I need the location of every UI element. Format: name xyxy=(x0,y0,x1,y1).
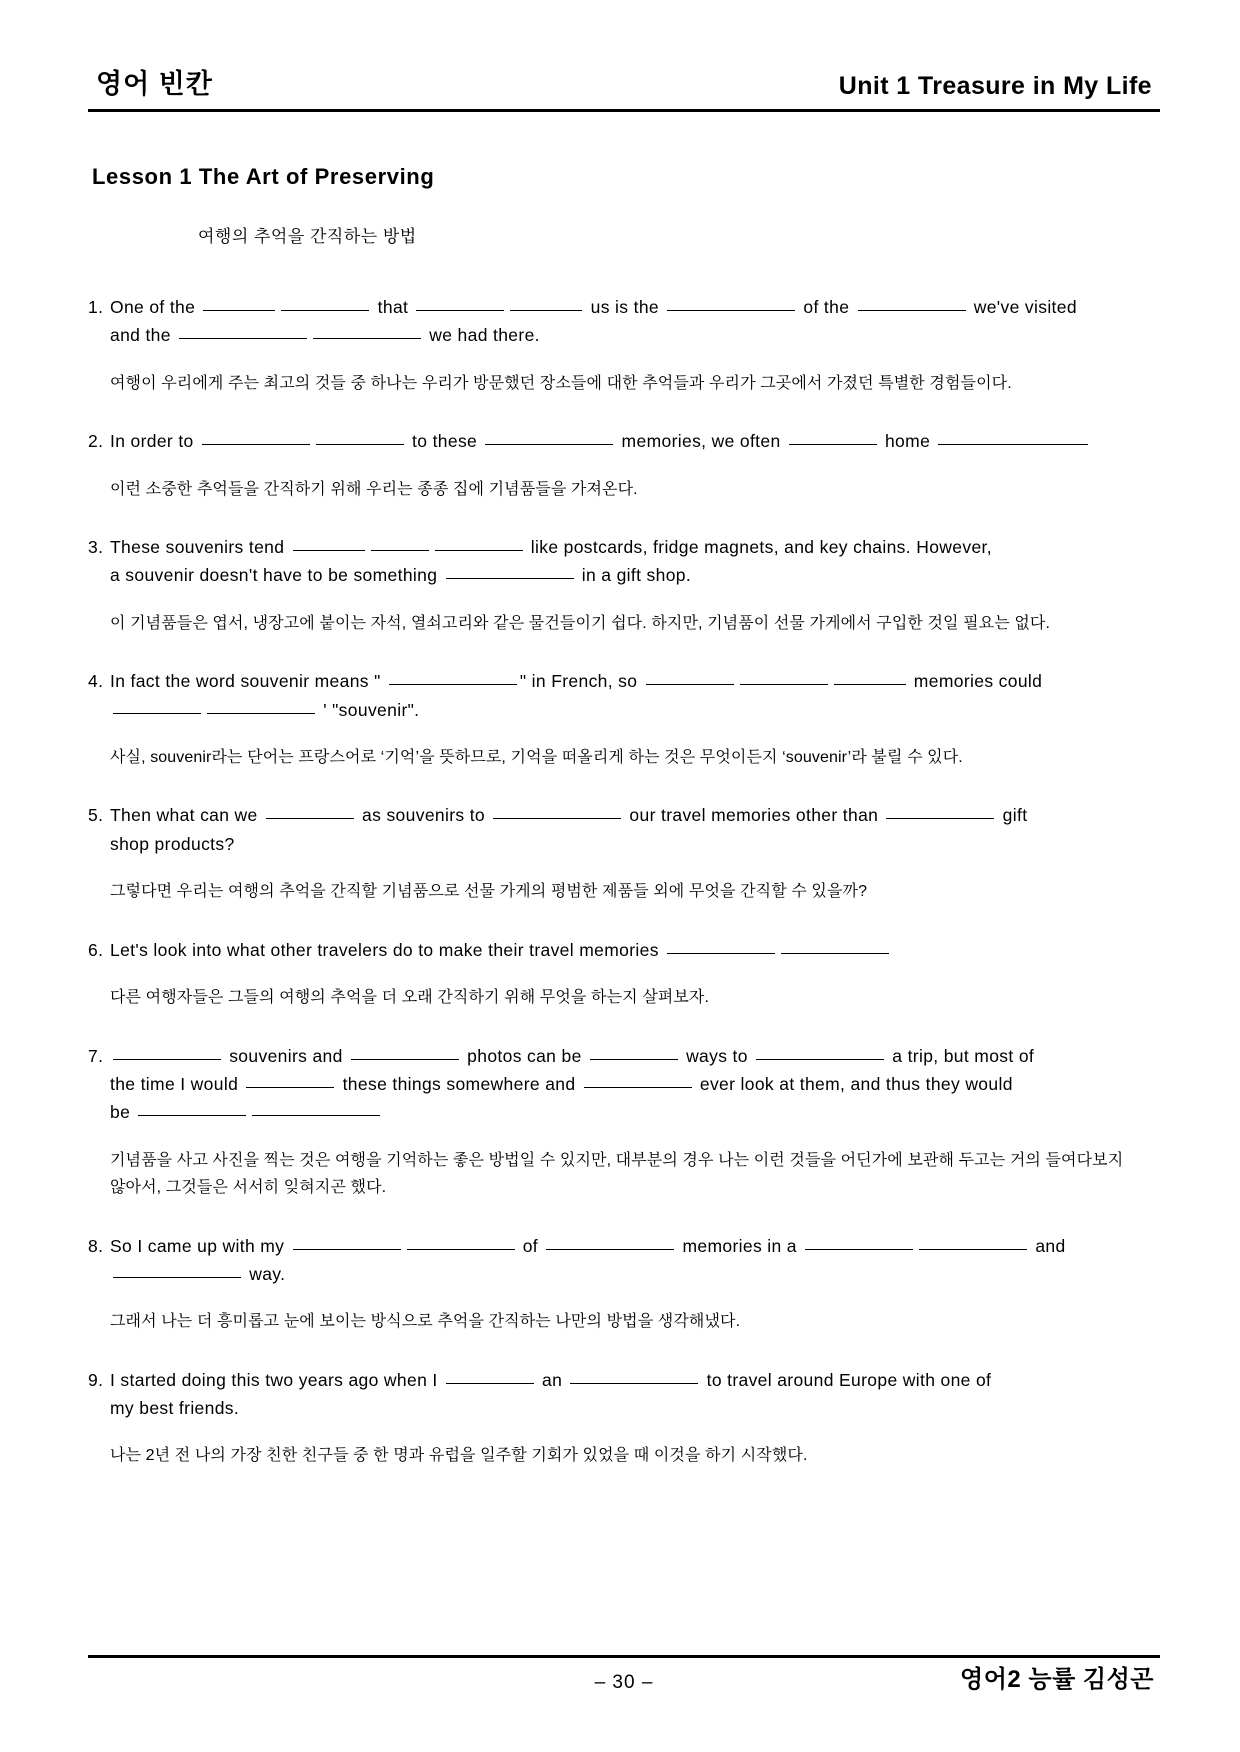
text-fragment: and xyxy=(1030,1235,1066,1256)
question-line xyxy=(88,667,1160,695)
text-fragment: us is the xyxy=(585,297,665,317)
korean-translation: 다른 여행자들은 그들의 여행의 추억을 더 오래 간직하기 위해 무엇을 하는지 살펴보자. xyxy=(110,989,710,1007)
question-line-continued xyxy=(110,321,1160,349)
answer-blank[interactable] xyxy=(493,818,621,819)
text-fragment: ways to xyxy=(680,1045,754,1066)
answer-blank[interactable] xyxy=(667,310,795,311)
question-line xyxy=(88,1232,1160,1260)
answer-blank[interactable] xyxy=(781,953,889,954)
question-line-continued xyxy=(110,1260,1160,1288)
answer-blank[interactable] xyxy=(446,578,574,579)
korean-translation: 이 기념품들은 엽서, 냉장고에 붙이는 자석, 열쇠고리와 같은 물건들이기 쉽다. 하지만, 기념품이 선물 가게에서 구입한 것일 필요는 없다. xyxy=(110,614,1051,632)
answer-blank[interactable] xyxy=(646,684,734,685)
answer-blank[interactable] xyxy=(293,550,365,551)
text-fragment: ' "souvenir". xyxy=(318,699,420,720)
answer-blank[interactable] xyxy=(546,1249,674,1250)
question-item-5 xyxy=(88,801,1160,905)
question-number: 2. xyxy=(88,431,104,452)
question-text xyxy=(110,1232,1160,1260)
text-fragment: way. xyxy=(244,1263,286,1284)
answer-blank[interactable] xyxy=(203,310,275,311)
answer-blank[interactable] xyxy=(834,684,906,685)
question-line xyxy=(88,1366,1160,1394)
question-line-continued xyxy=(110,1070,1160,1098)
text-fragment: our travel memories other than xyxy=(624,805,884,826)
answer-blank[interactable] xyxy=(756,1059,884,1060)
text-fragment: and the xyxy=(110,325,177,346)
answer-blank[interactable] xyxy=(371,550,429,551)
answer-blank[interactable] xyxy=(938,444,1088,445)
text-fragment: photos can be xyxy=(461,1045,587,1066)
answer-blank[interactable] xyxy=(584,1087,692,1088)
answer-blank[interactable] xyxy=(858,310,966,311)
answer-blank[interactable] xyxy=(138,1115,246,1116)
text-fragment: souvenirs and xyxy=(224,1045,348,1066)
text-fragment: the time I would xyxy=(110,1073,244,1094)
answer-blank[interactable] xyxy=(446,1383,534,1384)
answer-blank[interactable] xyxy=(252,1115,380,1116)
question-item-3 xyxy=(88,533,1160,637)
text-fragment: of the xyxy=(798,297,855,317)
text-fragment: These souvenirs tend xyxy=(110,537,290,558)
question-number: 4. xyxy=(88,671,104,692)
text-fragment: One of the xyxy=(110,297,201,317)
answer-blank[interactable] xyxy=(313,338,421,339)
question-text xyxy=(110,667,1160,695)
question-line-continued xyxy=(110,1098,1160,1126)
answer-blank[interactable] xyxy=(351,1059,459,1060)
text-fragment: in a gift shop. xyxy=(576,565,692,586)
question-text xyxy=(110,1042,1160,1070)
answer-blank[interactable] xyxy=(407,1249,515,1250)
answer-blank[interactable] xyxy=(590,1059,678,1060)
lesson-subtitle: 여행의 추억을 간직하는 방법 xyxy=(198,227,417,246)
question-text xyxy=(110,427,1160,455)
answer-blank[interactable] xyxy=(316,444,404,445)
text-fragment: like postcards, fridge magnets, and key chains. However, xyxy=(525,537,992,558)
question-line xyxy=(88,293,1160,321)
text-fragment: gift xyxy=(997,805,1028,826)
korean-translation: 그렇다면 우리는 여행의 추억을 간직할 기념품으로 선물 가게의 평범한 제품들 외에 무엇을 간직할 수 있을까? xyxy=(110,883,868,901)
text-fragment: to these xyxy=(406,431,483,452)
header-left-title: 영어 빈칸 xyxy=(96,69,213,99)
question-text xyxy=(110,801,1160,829)
question-line xyxy=(88,1042,1160,1070)
question-line xyxy=(88,936,1160,964)
footer-book-label: 영어2 능률 김성곤 xyxy=(960,1666,1154,1693)
text-fragment: be xyxy=(110,1102,136,1123)
answer-blank[interactable] xyxy=(207,713,315,714)
question-number: 1. xyxy=(88,297,104,317)
question-text xyxy=(110,1366,1160,1394)
page-header xyxy=(88,62,1160,112)
answer-blank[interactable] xyxy=(435,550,523,551)
question-text xyxy=(110,936,1160,964)
korean-translation: 여행이 우리에게 주는 최고의 것들 중 하나는 우리가 방문했던 장소들에 대한 추억들과 우리가 그곳에서 가졌던 특별한 경험들이다. xyxy=(110,374,1012,392)
text-fragment: we had there. xyxy=(424,325,540,346)
answer-blank[interactable] xyxy=(266,818,354,819)
lesson-title: Lesson 1 The Art of Preserving xyxy=(92,164,435,189)
text-fragment: of xyxy=(517,1235,544,1256)
text-fragment: a souvenir doesn't have to be something xyxy=(110,565,443,586)
question-number: 3. xyxy=(88,537,104,558)
text-fragment: So I came up with my xyxy=(110,1235,290,1256)
question-item-9 xyxy=(88,1366,1160,1470)
question-text xyxy=(110,533,1160,561)
text-fragment: " in French, so xyxy=(519,671,643,692)
text-fragment: we've visited xyxy=(968,297,1077,317)
answer-blank[interactable] xyxy=(293,1249,401,1250)
answer-blank[interactable] xyxy=(805,1249,913,1250)
page-number: – 30 – xyxy=(594,1672,654,1693)
text-fragment: memories, we often xyxy=(616,431,786,452)
text-fragment: as souvenirs to xyxy=(356,805,491,826)
question-number: 8. xyxy=(88,1235,104,1256)
text-fragment: these things somewhere and xyxy=(337,1073,581,1094)
text-fragment: I started doing this two years ago when I xyxy=(110,1369,443,1390)
question-item-4 xyxy=(88,667,1160,771)
question-line-continued: my best friends. xyxy=(110,1398,240,1419)
question-line-continued xyxy=(110,696,1160,724)
korean-translation: 사실, souvenir라는 단어는 프랑스어로 ‘기억’을 뜻하므로, 기억을 떠올리게 하는 것은 무엇이든지 ‘souvenir’라 불릴 수 있다. xyxy=(110,748,963,766)
answer-blank[interactable] xyxy=(667,953,775,954)
question-number: 5. xyxy=(88,805,104,826)
answer-blank[interactable] xyxy=(789,444,877,445)
korean-translation: 기념품을 사고 사진을 찍는 것은 여행을 기억하는 좋은 방법일 수 있지만, 대부분의 경우 나는 이런 것들을 어딘가에 보관해 두고는 거의 들여다보지 않아서, 그것들은 서서히 잊혀지곤 했다. xyxy=(110,1151,1124,1197)
page-footer xyxy=(88,1655,1160,1694)
question-number: 6. xyxy=(88,939,104,960)
answer-blank[interactable] xyxy=(113,1277,241,1278)
korean-translation: 이런 소중한 추억들을 간직하기 위해 우리는 종종 집에 기념품들을 가져온다. xyxy=(110,480,638,498)
question-line-continued: shop products? xyxy=(110,833,235,854)
answer-blank[interactable] xyxy=(919,1249,1027,1250)
question-item-1 xyxy=(88,293,1160,397)
answer-blank[interactable] xyxy=(416,310,504,311)
text-fragment: home xyxy=(879,431,936,452)
text-fragment: that xyxy=(372,297,414,317)
korean-translation: 그래서 나는 더 흥미롭고 눈에 보이는 방식으로 추억을 간직하는 나만의 방법을 생각해냈다. xyxy=(110,1313,741,1331)
question-line xyxy=(88,427,1160,455)
text-fragment: memories could xyxy=(908,671,1043,692)
question-item-2 xyxy=(88,427,1160,503)
answer-blank[interactable] xyxy=(246,1087,334,1088)
text-fragment: a trip, but most of xyxy=(887,1045,1035,1066)
answer-blank[interactable] xyxy=(202,444,310,445)
question-item-6 xyxy=(88,936,1160,1012)
text-fragment: Let's look into what other travelers do to make their travel memories xyxy=(110,939,665,960)
answer-blank[interactable] xyxy=(570,1383,698,1384)
header-unit-title: Unit 1 Treasure in My Life xyxy=(838,72,1152,100)
answer-blank[interactable] xyxy=(886,818,994,819)
answer-blank[interactable] xyxy=(510,310,582,311)
text-fragment: ever look at them, and thus they would xyxy=(694,1073,1013,1094)
question-number: 7. xyxy=(88,1045,104,1066)
answer-blank[interactable] xyxy=(281,310,369,311)
question-item-7 xyxy=(88,1042,1160,1202)
text-fragment: memories in a xyxy=(677,1235,803,1256)
question-item-8 xyxy=(88,1232,1160,1336)
answer-blank[interactable] xyxy=(113,1059,221,1060)
question-line-continued xyxy=(110,561,1160,589)
answer-blank[interactable] xyxy=(389,684,517,685)
text-fragment: Then what can we xyxy=(110,805,263,826)
answer-blank[interactable] xyxy=(113,713,201,714)
answer-blank[interactable] xyxy=(740,684,828,685)
answer-blank[interactable] xyxy=(179,338,307,339)
text-fragment: to travel around Europe with one of xyxy=(701,1369,992,1390)
question-line xyxy=(88,533,1160,561)
answer-blank[interactable] xyxy=(485,444,613,445)
text-fragment: an xyxy=(536,1369,568,1390)
question-text xyxy=(110,293,1160,321)
korean-translation: 나는 2년 전 나의 가장 친한 친구들 중 한 명과 유럽을 일주할 기회가 있었을 때 이것을 하기 시작했다. xyxy=(110,1447,808,1465)
question-line xyxy=(88,801,1160,829)
question-number: 9. xyxy=(88,1369,104,1390)
text-fragment: In order to xyxy=(110,431,199,452)
text-fragment: In fact the word souvenir means " xyxy=(110,671,386,692)
